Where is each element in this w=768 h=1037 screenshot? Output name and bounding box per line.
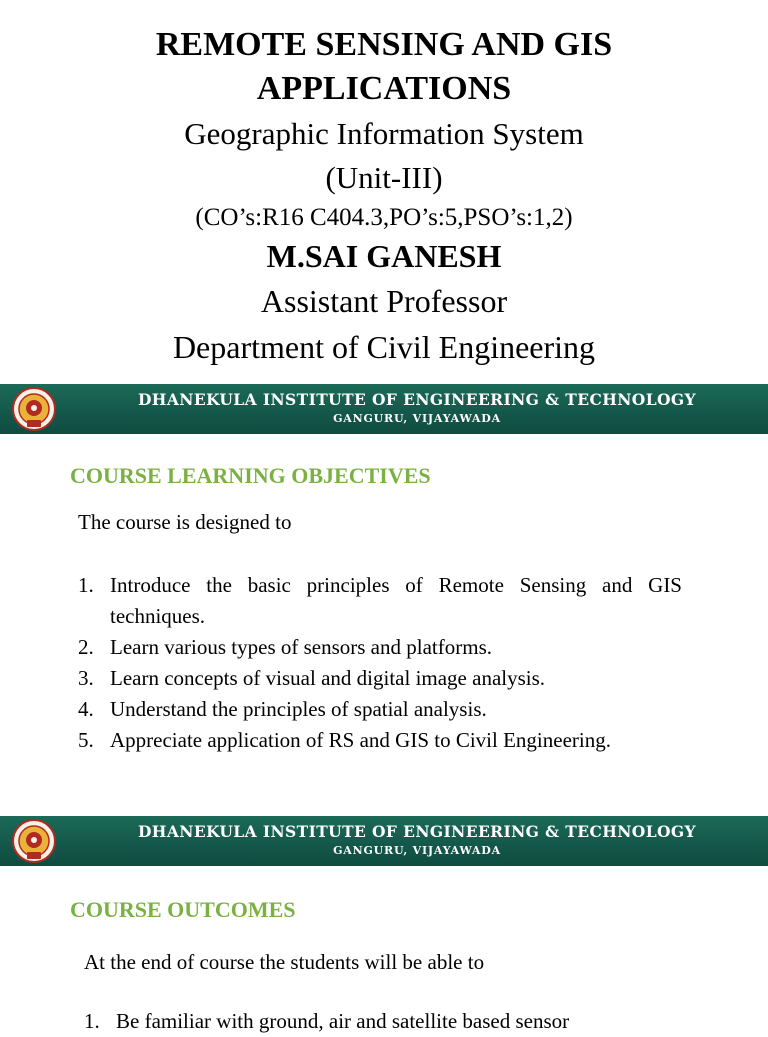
institute-banner — [0, 816, 768, 866]
unit-label: (Unit-III) — [325, 160, 443, 195]
designation: Assistant Professor — [260, 283, 508, 319]
institute-location: GANGURU, VIJAYAWADA — [333, 412, 501, 425]
institute-name: DHANEKULA INSTITUTE OF ENGINEERING & TECHNOLOGY — [137, 390, 697, 409]
list-item-text: Learn concepts of visual and digital image analysis. — [110, 666, 546, 690]
outcomes-intro: At the end of course the students will be able to — [84, 950, 485, 974]
list-item — [84, 1006, 704, 1037]
list-item-text: Understand the principles of spatial analysis. — [110, 697, 487, 721]
main-title-line-2: APPLICATIONS — [256, 70, 512, 107]
list-item-text: Be familiar with ground, air and satellite based sensor — [116, 1009, 570, 1033]
main-title-line-1: REMOTE SENSING AND GIS — [155, 26, 613, 63]
list-item-number: 3. — [78, 666, 94, 690]
department: Department of Civil Engineering — [172, 329, 596, 365]
objectives-intro: The course is designed to — [78, 510, 292, 534]
title-slide — [0, 0, 768, 380]
list-item-text: Learn various types of sensors and platforms. — [110, 635, 492, 659]
institute-name: DHANEKULA INSTITUTE OF ENGINEERING & TECHNOLOGY — [137, 822, 697, 841]
list-item — [78, 725, 682, 756]
institute-banner — [0, 384, 768, 434]
list-item — [78, 694, 682, 725]
list-item — [78, 570, 682, 632]
list-item-number: 2. — [78, 635, 94, 659]
outcomes-list — [84, 1006, 704, 1037]
college-emblem-icon — [6, 819, 62, 863]
list-item-number: 5. — [78, 728, 94, 752]
list-item-text: Appreciate application of RS and GIS to Civil Engineering. — [110, 728, 611, 752]
list-item-number: 1. — [84, 1009, 100, 1033]
list-item — [78, 663, 682, 694]
subtitle: Geographic Information System — [184, 116, 584, 151]
list-item-number: 1. — [78, 573, 94, 597]
list-item-text: Introduce the basic principles of Remote Sensing and GIS techniques. — [110, 573, 682, 628]
outcomes-heading: COURSE OUTCOMES — [70, 897, 296, 922]
objectives-heading: COURSE LEARNING OBJECTIVES — [70, 463, 431, 488]
institute-location: GANGURU, VIJAYAWADA — [333, 844, 501, 857]
objectives-list — [78, 570, 682, 756]
college-emblem-icon — [6, 387, 62, 431]
list-item-number: 4. — [78, 697, 94, 721]
outcome-codes: (CO’s:R16 C404.3,PO’s:5,PSO’s:1,2) — [195, 204, 573, 231]
list-item — [78, 632, 682, 663]
author-name: M.SAI GANESH — [266, 238, 502, 274]
